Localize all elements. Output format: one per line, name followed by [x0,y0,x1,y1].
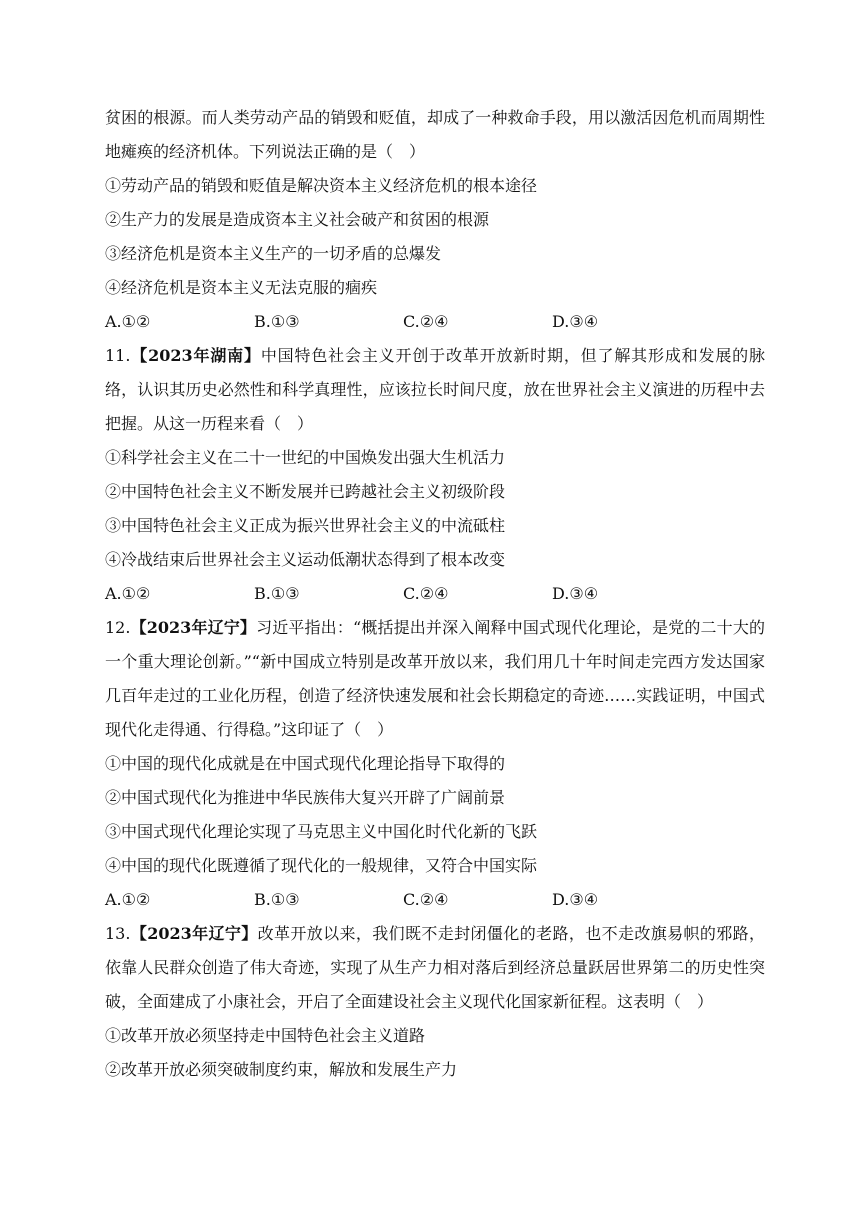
choice-item: ②中国特色社会主义不断发展并已跨越社会主义初级阶段 [105,482,506,501]
option-a: A.①② [105,312,151,331]
question-source: 【2023年辽宁】 [130,924,258,943]
question-content [105,101,765,1087]
question-stem [105,339,765,441]
question-source: 【2023年湖南】 [130,346,261,365]
question-text: 改革开放以来，我们既不走封闭僵化的老路，也不走改旗易帜的邪路，依靠人民群众创造了伟大奇迹，实现了从生产力相对落后到经济总量跃居世界第二的历史性突破，全面建成了小康社会，开启了全面建设社会主义现代化国家新征程。这表明（ ） [105,924,765,1011]
question-13 [105,917,765,1087]
choice-item: ④中国的现代化既遵循了现代化的一般规律，又符合中国实际 [105,856,538,875]
question-number: 12. [105,618,131,637]
question-text: 中国特色社会主义开创于改革开放新时期，但了解其形成和发展的脉络，认识其历史必然性和科学真理性，应该拉长时间尺度，放在世界社会主义演进的历程中去把握。从这一历程来看（ ） [105,346,765,433]
question-source: 【2023年辽宁】 [130,618,257,637]
choice-item: ④冷战结束后世界社会主义运动低潮状态得到了根本改变 [105,550,506,569]
answer-options [105,883,765,917]
choice-item: ①科学社会主义在二十一世纪的中国焕发出强大生机活力 [105,448,506,467]
choice-item: ④经济危机是资本主义无法克服的痼疾 [105,278,378,297]
question-stem [105,917,765,1019]
question-stem: 贫困的根源。而人类劳动产品的销毁和贬值，却成了一种救命手段，用以激活因危机而周期性地瘫痪的经济机体。下列说法正确的是（ ） [105,108,765,161]
question-10 [105,101,765,339]
option-a: A.①② [105,584,151,603]
choice-item: ③中国式现代化理论实现了马克思主义中国化时代化新的飞跃 [105,822,538,841]
choice-item: ②生产力的发展是造成资本主义社会破产和贫困的根源 [105,210,490,229]
option-d: D.③④ [552,584,599,603]
choice-item: ②改革开放必须突破制度约束，解放和发展生产力 [105,1060,458,1079]
choice-item: ②中国式现代化为推进中华民族伟大复兴开辟了广阔前景 [105,788,506,807]
option-d: D.③④ [552,890,599,909]
option-b: B.①③ [254,584,300,603]
choice-item: ③中国特色社会主义正成为振兴世界社会主义的中流砥柱 [105,516,506,535]
option-c: C.②④ [403,584,449,603]
choice-item: ①中国的现代化成就是在中国式现代化理论指导下取得的 [105,754,506,773]
choice-item: ①劳动产品的销毁和贬值是解决资本主义经济危机的根本途径 [105,176,538,195]
choice-item: ①改革开放必须坚持走中国特色社会主义道路 [105,1026,426,1045]
option-c: C.②④ [403,890,449,909]
choice-item: ③经济危机是资本主义生产的一切矛盾的总爆发 [105,244,442,263]
option-d: D.③④ [552,312,599,331]
answer-options [105,305,765,339]
option-b: B.①③ [254,312,300,331]
option-b: B.①③ [254,890,300,909]
question-stem [105,611,765,747]
question-number: 13. [105,924,131,943]
question-12 [105,611,765,917]
question-11 [105,339,765,611]
option-a: A.①② [105,890,151,909]
question-number: 11. [105,346,131,365]
question-text: 习近平指出：“概括提出并深入阐释中国式现代化理论，是党的二十大的一个重大理论创新。”“新中国成立特别是改革开放以来，我们用几十年时间走完西方发达国家几百年走过的工业化历程，创造了经济快速发展和社会长期稳定的奇迹……实践证明，中国式现代化走得通、行得稳。”这印证了（ ） [105,618,765,739]
answer-options [105,577,765,611]
option-c: C.②④ [403,312,449,331]
